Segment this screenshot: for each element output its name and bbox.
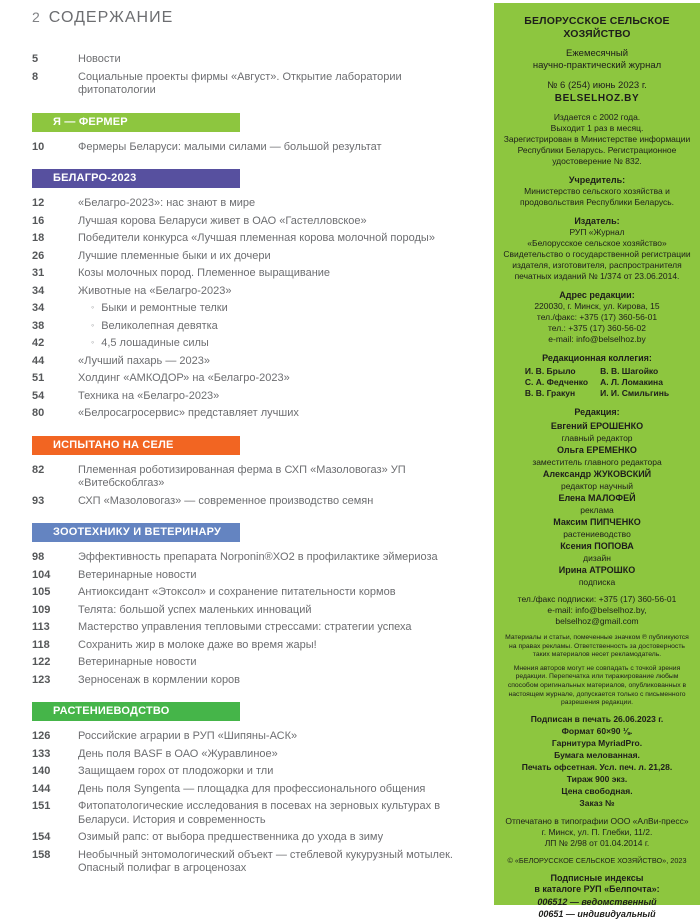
printing-house-line: ЛП № 2/98 от 01.04.2014 г. — [544, 837, 650, 848]
toc-entry-page-number: 133 — [32, 747, 51, 760]
print-detail-line: Подписан в печать 26.06.2023 г. — [530, 713, 664, 724]
subscription-index-entry: 00651 — индивидуальный — [538, 908, 656, 919]
toc-entry-page-number: 154 — [32, 831, 51, 843]
toc-entry-page-number: 34 — [32, 302, 45, 314]
toc-entry-title: Холдинг «АМКОДОР» на «Белагро-2023» — [78, 372, 290, 384]
staff-member-role: реклама — [580, 504, 614, 515]
print-detail-line: Бумага мелованная. — [554, 749, 640, 760]
toc-entry — [32, 405, 490, 423]
staff-member-role: дизайн — [583, 552, 611, 563]
print-details — [501, 713, 693, 809]
staff-member-role: главный редактор — [561, 432, 633, 443]
toc-entry — [32, 353, 490, 371]
toc-entry-title: Новости — [78, 53, 121, 65]
copyright-line: © «БЕЛОРУССКОЕ СЕЛЬСКОЕ ХОЗЯЙСТВО», 2023 — [507, 855, 687, 865]
toc-entry-title: День поля Syngenta — площадка для профессионального общения — [78, 782, 426, 795]
toc-entry-title: Лучшая корова Беларуси живет в ОАО «Гастелловское» — [78, 214, 367, 227]
section-header-bar: БЕЛАГРО-2023 — [32, 169, 240, 188]
issue-number: № 6 (254) июнь 2023 г. — [547, 80, 647, 91]
editorial-board-heading: Редакционная коллегия: — [542, 353, 652, 363]
page-number: 2 — [32, 9, 40, 25]
board-member: А. Л. Ломакина — [600, 377, 663, 387]
toc-entry-page-number: 5 — [32, 53, 39, 65]
toc-entry-title: Ветеринарные новости — [78, 568, 197, 581]
page-title: СОДЕРЖАНИЕ — [48, 9, 174, 26]
toc-entry-page-number: 44 — [32, 354, 45, 367]
toc-entry — [32, 728, 490, 746]
toc-entry-title: Мастерство управления тепловыми стрессами: стратегии успеха — [78, 621, 412, 633]
toc-entry — [32, 746, 490, 764]
publisher-name-line: РУП «Журнал — [569, 227, 625, 237]
print-detail-line: Заказ № — [579, 797, 615, 808]
journal-subtitle — [501, 48, 693, 72]
print-detail-line: Формат 60×90 ⅛. — [561, 725, 633, 736]
editorial-board — [501, 366, 693, 399]
toc-entry-title: Необычный энтомологический объект — стеблевой кукурузный мотылек. Опасный полифаг в агроценозах — [78, 848, 453, 874]
toc-section — [32, 169, 490, 423]
toc-entry — [32, 69, 490, 100]
toc-entry — [32, 370, 490, 388]
toc-entry — [32, 139, 490, 157]
toc-entry — [32, 798, 490, 829]
subscription-contact-line: belselhoz@gmail.com — [555, 616, 639, 626]
toc-entry-page-number: 54 — [32, 389, 45, 402]
toc-entry-page-number: 10 — [32, 140, 45, 153]
toc-entry-title: Победители конкурса «Лучшая племенная корова молочной породы» — [78, 232, 435, 244]
toc-entry-title: ◦ 4,5 лошадиные силы — [91, 337, 209, 349]
staff-member-role: заместитель главного редактора — [532, 456, 662, 467]
circle-bullet-icon: ◦ — [91, 302, 95, 312]
toc-entry-page-number: 113 — [32, 621, 50, 633]
toc-entry — [32, 654, 490, 672]
toc-entry-title: «Белагро-2023»: нас знают в мире — [78, 197, 256, 209]
toc-entry — [32, 637, 490, 655]
toc-entry — [32, 672, 490, 690]
toc-entry-title: День поля BASF в ОАО «Журавлиное» — [78, 747, 278, 760]
toc-entry-title: Социальные проекты фирмы «Август». Открытие лаборатории фитопатологии — [78, 70, 402, 96]
staff-member-name: Максим ПИПЧЕНКО — [553, 517, 641, 527]
subscription-index-entry: 006512 — ведомственный — [537, 896, 657, 907]
publication-info-line: Зарегистрирован в Министерстве информации Республики Беларусь. Регистрационное удостоверение № 832. — [503, 134, 691, 166]
section-header-bar: Я — ФЕРМЕР — [32, 113, 240, 132]
toc-entry — [32, 567, 490, 585]
address-line: тел.: +375 (17) 360-56-02 — [547, 323, 647, 333]
toc-entry-title: Ветеринарные новости — [78, 656, 197, 668]
editorial-board-left-column — [525, 366, 588, 399]
founder-text: Министерство сельского хозяйства и продовольствия Республики Беларусь. — [519, 186, 675, 207]
subscription-contacts — [501, 594, 693, 627]
toc-entry-page-number: 8 — [32, 70, 39, 83]
toc-entry-page-number: 16 — [32, 214, 45, 227]
staff-list — [501, 421, 693, 587]
journal-website: BELSELHOZ.BY — [554, 93, 640, 104]
journal-title: БЕЛОРУССКОЕ СЕЛЬСКОЕ ХОЗЯЙСТВО — [524, 15, 670, 40]
subscription-contact-line: e-mail: info@belselhoz.by, — [547, 605, 647, 615]
board-member: В. В. Шагойко — [600, 366, 659, 376]
staff-member-role: редактор научный — [561, 480, 633, 491]
toc-entry-title: Лучшие племенные быки и их дочери — [78, 249, 271, 262]
toc-entry-title: Защищаем горох от плодожорки и тли — [78, 765, 274, 777]
address-line: e-mail: info@belselhoz.by — [548, 334, 646, 344]
toc-entry-page-number: 42 — [32, 337, 45, 349]
toc-entry-page-number: 122 — [32, 656, 51, 668]
staff-member-role: растениеводство — [563, 528, 631, 539]
toc-entry-title: Российские аграрии в РУП «Шипяны-АСК» — [78, 730, 298, 742]
staff-member-name: Елена МАЛОФЕЙ — [558, 493, 636, 503]
toc-entry — [32, 462, 490, 493]
publisher-name — [501, 227, 693, 249]
fine-print — [501, 634, 693, 708]
address-line: тел./факс: +375 (17) 360-56-01 — [536, 312, 658, 322]
section-header-bar: ЗООТЕХНИКУ И ВЕТЕРИНАРУ — [32, 523, 240, 542]
toc-entry-page-number: 38 — [32, 319, 45, 332]
print-detail-line: Гарнитура MyriadPro. — [551, 737, 643, 748]
toc-entry — [32, 781, 490, 799]
fine-print-paragraph: Мнения авторов могут не совпадать с точкой зрения редакции. Перепечатка или тиражирование любым способом оригинальных материалов, опубликованных в настоящем журнале, допускается только с письменного разрешения редакции. — [507, 664, 687, 707]
toc-entry-page-number: 34 — [32, 284, 45, 297]
toc-entry-page-number: 98 — [32, 551, 45, 563]
toc-entry — [32, 763, 490, 781]
printing-house-line: Отпечатано в типографии ООО «АлВи-пресс» — [505, 815, 689, 826]
toc-entry — [32, 283, 490, 301]
circle-bullet-icon: ◦ — [91, 337, 95, 347]
toc-entry-page-number: 109 — [32, 603, 51, 616]
toc-section — [32, 113, 490, 157]
toc-entry-page-number: 80 — [32, 407, 45, 419]
circle-bullet-icon: ◦ — [91, 319, 95, 330]
subscription-indexes-heading-line: в каталоге РУП «Белпочта»: — [534, 884, 660, 895]
publication-info — [501, 112, 693, 167]
section-header-bar: ИСПЫТАНО НА СЕЛЕ — [32, 436, 240, 455]
toc-entry-page-number: 26 — [32, 249, 45, 262]
toc-section — [32, 51, 490, 100]
print-detail-line: Цена свободная. — [561, 785, 633, 796]
staff-member-name: Ирина АТРОШКО — [558, 565, 636, 575]
toc-entry-page-number: 151 — [32, 800, 51, 812]
print-detail-line: Печать офсетная. Усл. печ. л. 21,28. — [521, 761, 673, 772]
toc-entry — [32, 51, 490, 69]
publisher-name-line: «Белорусское сельское хозяйство» — [527, 238, 667, 248]
toc-entry — [32, 847, 490, 878]
board-member: И. В. Брыло — [524, 366, 576, 376]
toc-entry-page-number: 144 — [32, 782, 51, 795]
toc-entry-title: Антиоксидант «Этоксол» и сохранение питательности кормов — [78, 586, 396, 598]
toc-entry-page-number: 93 — [32, 494, 45, 507]
subscription-indexes-heading-line: Подписные индексы — [550, 872, 644, 883]
page-header — [32, 9, 490, 27]
address-line: 220030, г. Минск, ул. Кирова, 15 — [534, 301, 660, 311]
staff-member-name: Ксения ПОПОВА — [560, 541, 634, 551]
staff-member-name: Александр ЖУКОВСКИЙ — [542, 469, 652, 479]
toc-entry-title: Эффективность препарата Norponin®XO2 в профилактике эймериоза — [78, 551, 438, 563]
fine-print-paragraph: Материалы и статьи, помеченные значком ℗ публикуются на правах рекламы. Ответственность за достоверность таких материалов несет рекламодатель. — [505, 634, 689, 659]
toc-entry-title: Озимый рапс: от выбора предшественника до ухода в зиму — [78, 831, 384, 843]
editorial-address — [501, 301, 693, 345]
publication-info-line: Издается с 2002 года. — [553, 112, 641, 122]
subscription-indexes — [501, 896, 693, 920]
publisher-heading: Издатель: — [574, 216, 620, 226]
toc-entry-page-number: 123 — [32, 673, 51, 686]
toc-entry — [32, 829, 490, 847]
toc-entry-title: СХП «Мазоловогаз» — современное производство семян — [78, 494, 374, 507]
printing-house-line: г. Минск, ул. П. Глебки, 11/2. — [541, 826, 653, 837]
board-member: И. И. Смильгинь — [600, 388, 670, 398]
toc-entry-title: ◦ Великолепная девятка — [91, 319, 218, 332]
toc-entry — [32, 584, 490, 602]
toc-entry-title: Сохранить жир в молоке даже во время жары! — [78, 638, 317, 651]
toc-entry — [32, 493, 490, 511]
toc-entry-title: Козы молочных пород. Племенное выращивание — [78, 267, 331, 279]
toc-entry — [32, 549, 490, 567]
toc-entry-page-number: 82 — [32, 463, 45, 476]
toc-entry-page-number: 104 — [32, 568, 51, 581]
toc-entry — [32, 602, 490, 620]
toc-entry-page-number: 31 — [32, 267, 45, 279]
printing-house — [501, 816, 693, 849]
toc-entry-page-number: 126 — [32, 730, 51, 742]
toc-entry-page-number: 18 — [32, 232, 45, 244]
staff-member-name: Ольга ЕРЕМЕНКО — [557, 445, 637, 455]
toc-entry-title: Фермеры Беларуси: малыми силами — большой результат — [78, 140, 382, 153]
staff-member-name: Евгений ЕРОШЕНКО — [550, 421, 644, 431]
toc-entry-title: Животные на «Белагро-2023» — [78, 284, 232, 297]
print-detail-line: Тираж 900 экз. — [566, 773, 628, 784]
publisher-certificate: Свидетельство о государственной регистрации издателя, изготовителя, распространителя печатных изданий № 1/374 от 23.06.2014. — [503, 249, 691, 281]
toc-entry-page-number: 118 — [32, 638, 50, 651]
toc-entry-page-number: 140 — [32, 765, 51, 777]
toc-section — [32, 523, 490, 689]
toc-entry-title: Племенная роботизированная ферма в СХП «Мазоловогаз» УП «Витебскоблгаз» — [78, 463, 406, 489]
toc-entry — [32, 335, 490, 353]
toc-section — [32, 702, 490, 878]
toc-section — [32, 436, 490, 511]
editorial-board-right-column — [600, 366, 669, 399]
toc-entry-title: Техника на «Белагро-2023» — [78, 389, 220, 402]
toc-entry — [32, 265, 490, 283]
journal-subtitle-line: научно-практический журнал — [532, 60, 662, 71]
toc-entry-title: Зерносенаж в кормлении коров — [78, 673, 241, 686]
section-header-bar: РАСТЕНИЕВОДСТВО — [32, 702, 240, 721]
toc-entry-page-number: 158 — [32, 848, 51, 861]
toc-entry-page-number: 105 — [32, 586, 51, 598]
toc-entry — [32, 318, 490, 336]
subscription-indexes-heading — [501, 873, 693, 896]
toc-entry-title: Телята: большой успех маленьких инноваций — [78, 603, 312, 616]
publication-info-line: Выходит 1 раз в месяц. — [550, 123, 644, 133]
toc-entry — [32, 195, 490, 213]
staff-member-role: подписка — [578, 576, 616, 587]
toc-entry-title: ◦ Быки и ремонтные телки — [91, 302, 228, 314]
toc-entry — [32, 300, 490, 318]
toc-entry-page-number: 12 — [32, 197, 45, 209]
toc-entry-title: Фитопатологические исследования в посевах на зерновых культурах в Беларуси. История и современность — [78, 800, 441, 826]
journal-info-sidebar — [494, 3, 700, 919]
board-member: С. А. Федченко — [524, 377, 589, 387]
toc-entry — [32, 619, 490, 637]
toc-sections — [32, 51, 490, 878]
subscription-contact-line: тел./факс подписки: +375 (17) 360-56-01 — [517, 594, 677, 604]
journal-subtitle-line: Ежемесячный — [565, 48, 628, 59]
toc-entry-title: «Лучший пахарь — 2023» — [78, 354, 210, 367]
toc-entry — [32, 248, 490, 266]
staff-heading: Редакция: — [574, 407, 620, 417]
toc-entry-title: «Белросагросервис» представляет лучших — [78, 407, 299, 419]
toc-entry-page-number: 51 — [32, 372, 45, 384]
board-member: В. В. Гракун — [524, 388, 576, 398]
address-heading: Адрес редакции: — [559, 290, 635, 300]
toc-entry — [32, 230, 490, 248]
toc-entry — [32, 213, 490, 231]
toc-entry — [32, 388, 490, 406]
founder-heading: Учредитель: — [568, 175, 626, 185]
